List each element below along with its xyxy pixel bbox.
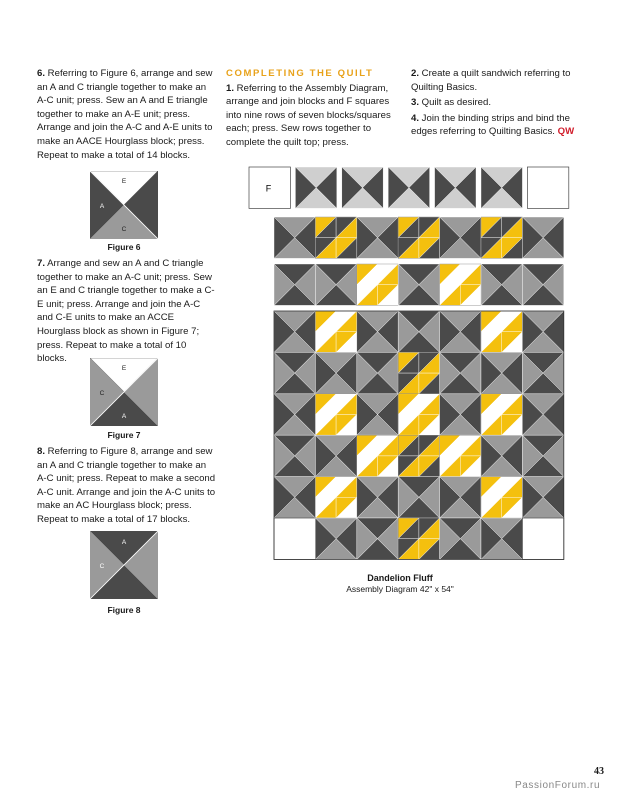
- fig8-label-c: C: [99, 563, 105, 570]
- f-square: [274, 518, 315, 559]
- watermark: PassionForum.ru: [515, 780, 601, 791]
- fig6-label-e: E: [121, 178, 127, 185]
- f-square-label: F: [265, 183, 272, 194]
- assembly-subtitle: Assembly Diagram 42" x 54": [346, 584, 454, 594]
- figure-6-caption: Figure 6: [107, 242, 141, 252]
- f-square: [527, 167, 568, 208]
- fig7-label-e: E: [121, 365, 127, 372]
- fig6-label-c: C: [121, 226, 127, 233]
- f-square: [522, 518, 563, 559]
- section-heading: COMPLETING THE QUILT: [226, 68, 374, 79]
- step-7: 7. Arrange and sew an A and C triangle together to make an A-C unit; press. Sew an E and C triangle together to make a C-E unit; press. Arrange and join the A-C and C-E units to make an ACCE Hourglass block as shown in Figure 7; press. Repeat to make a total of 10 blocks.: [37, 258, 215, 365]
- figure-8-caption: Figure 8: [107, 605, 141, 615]
- qw-logo: QW: [557, 126, 575, 138]
- step-6: 6. Referring to Figure 6, arrange and sew an A and C triangle together to make an A-C unit; press. Sew an A and E triangle together to make an A-E unit; press. Arrange and join the A-C and A-E units to make an AACE Hourglass block; press. Repeat to make a total of 14 blocks.: [37, 68, 213, 161]
- step-1: 1. Referring to the Assembly Diagram, arrange and join blocks and F squares into nine rows of seven blocks/squares each; press. Sew rows together to complete the quilt top; press.: [226, 82, 391, 148]
- page-number: 43: [594, 766, 604, 777]
- fig8-label-a: A: [121, 539, 127, 546]
- fig7-label-c: C: [99, 390, 105, 397]
- figure-7-caption: Figure 7: [107, 430, 141, 440]
- step-3: 3. Quilt as desired.: [411, 97, 492, 109]
- fig6-label-a: A: [99, 203, 105, 210]
- step-4: 4. Join the binding strips and bind the edges referring to Quilting Basics. QW: [411, 112, 575, 138]
- assembly-title: Dandelion Fluff: [367, 573, 433, 583]
- step-8: 8. Referring to Figure 8, arrange and sew an A and C triangle together to make an A-C unit; press. Repeat to make a second A-C unit. Arrange and join the A-C units to make an AC Hourglass block; press. Repeat to make a total of 17 blocks.: [37, 446, 216, 525]
- step-2: 2. Create a quilt sandwich referring to Quilting Basics.: [411, 68, 571, 93]
- fig7-label-a: A: [121, 413, 127, 420]
